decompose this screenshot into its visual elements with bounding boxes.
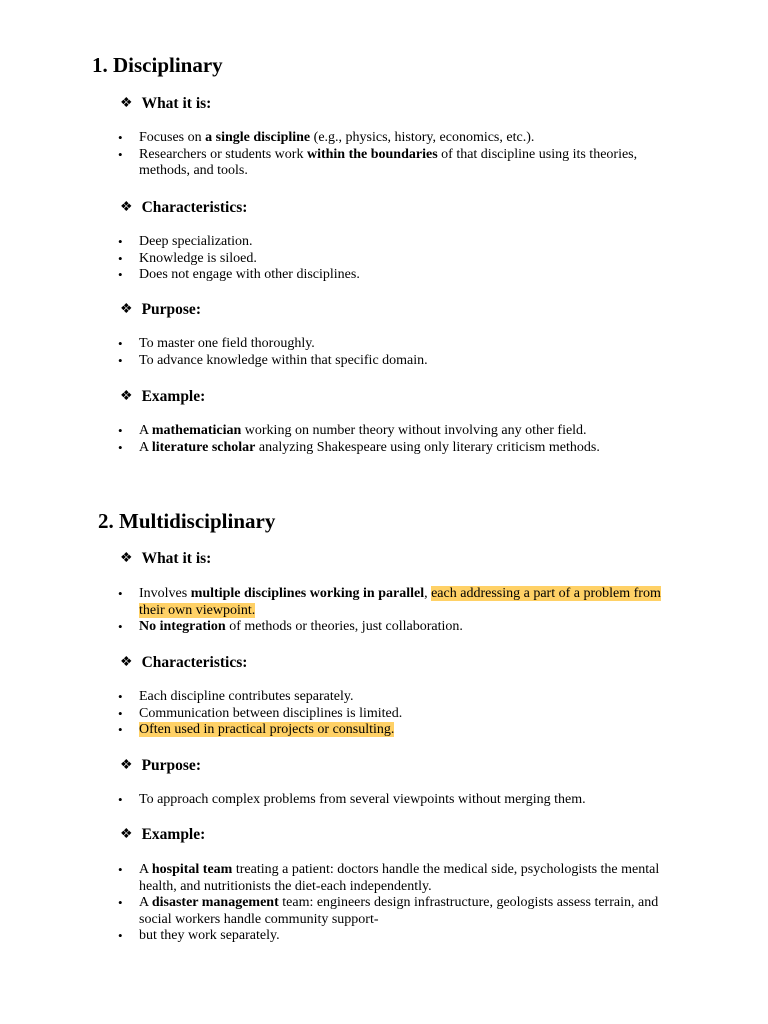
bullet-list — [118, 130, 678, 180]
list-item — [118, 353, 678, 370]
bold-text: literature scholar — [151, 439, 256, 455]
list-item — [118, 792, 678, 809]
subheading — [120, 655, 247, 671]
bullet-list — [118, 862, 678, 945]
diamond-bullet-icon: ❖ — [120, 388, 133, 404]
highlighted-text: Often used in practical projects or consulting. — [139, 722, 395, 737]
list-item — [118, 267, 678, 284]
subheading — [120, 758, 201, 774]
subheading-label: Purpose: — [141, 301, 201, 318]
bullet-list — [118, 423, 678, 456]
text-run: Knowledge is siloed. — [139, 250, 257, 266]
list-item — [118, 251, 678, 268]
bullet-list — [118, 234, 678, 284]
diamond-bullet-icon: ❖ — [120, 199, 133, 215]
section-title: 1. Disciplinary — [92, 53, 223, 77]
text-run: treating a patient: doctors handle the medical side, psychologists the mental health, and nutritionists the diet-each independently. — [139, 862, 660, 894]
text-run: working on number theory without involving any other field. — [241, 423, 587, 438]
text-run: of methods or theories, just collaboration. — [225, 619, 463, 634]
list-item — [118, 147, 678, 180]
subheading — [120, 389, 205, 405]
list-item — [118, 336, 678, 353]
diamond-bullet-icon: ❖ — [120, 301, 133, 317]
text-run: Involves — [139, 586, 191, 601]
bold-text: a single discipline — [205, 130, 311, 145]
diamond-bullet-icon: ❖ — [120, 95, 133, 111]
list-item — [118, 423, 678, 440]
highlighted-text: each addressing a part of a problem from their own viewpoint. — [139, 586, 661, 618]
subheading-label: What it is: — [141, 550, 212, 567]
text-run: Focuses on — [139, 130, 206, 145]
text-run: A — [139, 439, 152, 455]
text-run: To advance knowledge within that specific domain. — [139, 352, 428, 368]
text-run: of that discipline using its theories, methods, and tools. — [139, 146, 638, 178]
subheading — [120, 302, 201, 318]
subheading — [120, 827, 205, 843]
subheading — [120, 551, 211, 567]
subheading-label: Characteristics: — [141, 654, 248, 671]
subheading — [120, 96, 211, 112]
text-run: analyzing Shakespeare using only literary criticism methods. — [255, 439, 600, 455]
text-run: To master one field thoroughly. — [139, 336, 315, 351]
text-run: Researchers or students work — [139, 146, 307, 162]
list-item — [118, 722, 678, 739]
subheading-label: What it is: — [141, 95, 212, 112]
list-item — [118, 619, 678, 636]
bold-text: disaster management — [151, 895, 279, 910]
list-item — [118, 689, 678, 706]
bold-text: mathematician — [151, 423, 242, 438]
subheading-label: Example: — [141, 388, 206, 405]
text-run: A — [139, 895, 152, 910]
bold-text: No integration — [139, 619, 226, 634]
list-item — [118, 234, 678, 251]
text-run: team: engineers design infrastructure, geologists assess terrain, and social workers handle community support- — [139, 895, 659, 927]
diamond-bullet-icon: ❖ — [120, 757, 133, 773]
bold-text: hospital team — [151, 862, 233, 877]
diamond-bullet-icon: ❖ — [120, 826, 133, 842]
text-run: (e.g., physics, history, economics, etc.). — [310, 130, 535, 145]
diamond-bullet-icon: ❖ — [120, 654, 133, 670]
subheading-label: Purpose: — [141, 757, 201, 774]
subheading — [120, 200, 247, 216]
text-run: Communication between disciplines is limited. — [139, 705, 403, 721]
bullet-list — [118, 689, 678, 739]
list-item — [118, 130, 678, 147]
section-title: 2. Multidisciplinary — [98, 509, 276, 533]
text-run: but they work separately. — [139, 928, 280, 943]
list-item — [118, 706, 678, 723]
subheading-label: Characteristics: — [141, 199, 248, 216]
list-item — [118, 928, 678, 945]
bullet-list — [118, 586, 678, 636]
text-run: To approach complex problems from several viewpoints without merging them. — [139, 792, 586, 807]
text-run: A — [139, 423, 152, 438]
text-run: Deep specialization. — [139, 234, 253, 249]
bullet-list — [118, 336, 678, 369]
text-run: Does not engage with other disciplines. — [139, 267, 360, 282]
bold-text: within the boundaries — [306, 146, 438, 162]
diamond-bullet-icon: ❖ — [120, 550, 133, 566]
list-item — [118, 895, 678, 928]
list-item — [118, 440, 678, 457]
list-item — [118, 862, 678, 895]
text-run: Each discipline contributes separately. — [139, 689, 354, 704]
text-run: A — [139, 862, 152, 877]
bold-text: multiple disciplines working in parallel — [190, 586, 425, 601]
text-run: , — [424, 586, 432, 601]
list-item — [118, 586, 678, 619]
bullet-list — [118, 792, 678, 809]
subheading-label: Example: — [141, 826, 206, 843]
